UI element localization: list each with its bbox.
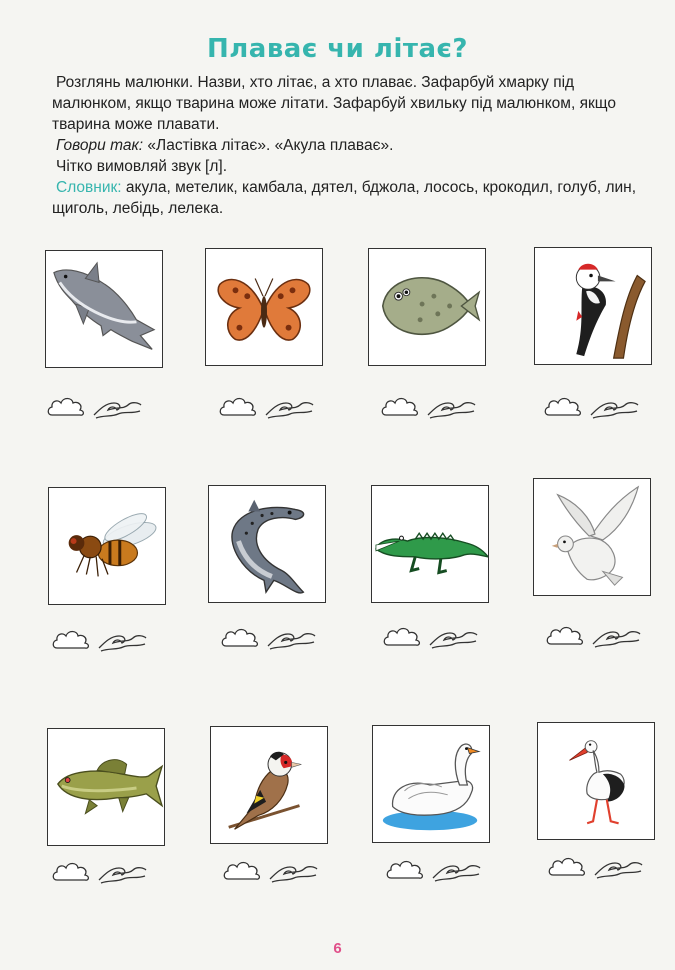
instructions-text: Розглянь малюнки. Назви, хто літає, а хто плаває. Зафарбуй хмарку під малюнком, якщо тварина може літати. Зафарбуй хвильку під малюнком, якщо тварина може плавати. [52, 74, 616, 133]
wave-icon[interactable] [595, 863, 642, 878]
marks-12 [547, 853, 647, 881]
cloud-icon[interactable] [382, 399, 417, 416]
marks-9 [51, 858, 151, 886]
marks-4 [543, 393, 643, 421]
woodpecker-icon [535, 248, 651, 364]
pronounce-line: Чітко вимовляй звук [л]. [56, 158, 228, 175]
cloud-icon[interactable] [547, 628, 582, 645]
card-flounder [368, 248, 486, 366]
wave-icon[interactable] [268, 634, 315, 649]
wave-icon[interactable] [94, 403, 141, 418]
card-butterfly [205, 248, 323, 366]
marks-6 [220, 624, 320, 652]
marks-2 [218, 393, 318, 421]
card-shark [45, 250, 163, 368]
wave-icon[interactable] [428, 403, 475, 418]
card-stork [537, 722, 655, 840]
cloud-icon[interactable] [549, 859, 584, 876]
cloud-icon[interactable] [48, 399, 83, 416]
goldfinch-icon [211, 727, 327, 843]
instructions-block [52, 72, 647, 219]
swan-icon [373, 726, 489, 842]
salmon-icon [209, 486, 325, 602]
cloud-icon[interactable] [545, 399, 580, 416]
card-bee [48, 487, 166, 605]
card-crocodile [371, 485, 489, 603]
say-text: «Ластівка літає». «Акула плаває». [143, 137, 394, 154]
bee-icon [49, 488, 165, 604]
card-goldfinch [210, 726, 328, 844]
card-tench [47, 728, 165, 846]
page-title: Плаває чи літає? [207, 34, 468, 64]
cloud-icon[interactable] [387, 862, 422, 879]
say-label: Говори так: [56, 137, 144, 154]
wave-icon[interactable] [99, 868, 146, 883]
dictionary-text: акула, метелик, камбала, дятел, бджола, лосось, крокодил, голуб, лин, щиголь, лебідь, лелека. [52, 179, 637, 217]
butterfly-icon [206, 249, 322, 365]
crocodile-icon [372, 486, 488, 602]
cloud-icon[interactable] [384, 629, 419, 646]
card-salmon [208, 485, 326, 603]
marks-11 [385, 856, 485, 884]
shark-icon [46, 251, 162, 367]
say-line [52, 135, 647, 156]
cloud-icon[interactable] [224, 863, 259, 880]
wave-icon[interactable] [99, 636, 146, 651]
marks-7 [382, 623, 482, 651]
page-number: 6 [333, 940, 342, 957]
marks-1 [46, 393, 146, 421]
cloud-icon[interactable] [222, 630, 257, 647]
card-woodpecker [534, 247, 652, 365]
wave-icon[interactable] [433, 866, 480, 881]
cloud-icon[interactable] [53, 864, 88, 881]
stork-icon [538, 723, 654, 839]
wave-icon[interactable] [270, 867, 317, 882]
marks-10 [222, 857, 322, 885]
wave-icon[interactable] [593, 632, 640, 647]
tench-icon [48, 729, 164, 845]
marks-5 [51, 626, 151, 654]
card-dove [533, 478, 651, 596]
marks-8 [545, 622, 645, 650]
cloud-icon[interactable] [53, 632, 88, 649]
cloud-icon[interactable] [220, 399, 255, 416]
wave-icon[interactable] [430, 633, 477, 648]
dictionary-line [52, 177, 647, 219]
flounder-icon [369, 249, 485, 365]
wave-icon[interactable] [591, 403, 638, 418]
dictionary-label: Словник: [56, 179, 122, 196]
wave-icon[interactable] [266, 403, 313, 418]
marks-3 [380, 393, 480, 421]
dove-icon [534, 479, 650, 595]
card-swan [372, 725, 490, 843]
